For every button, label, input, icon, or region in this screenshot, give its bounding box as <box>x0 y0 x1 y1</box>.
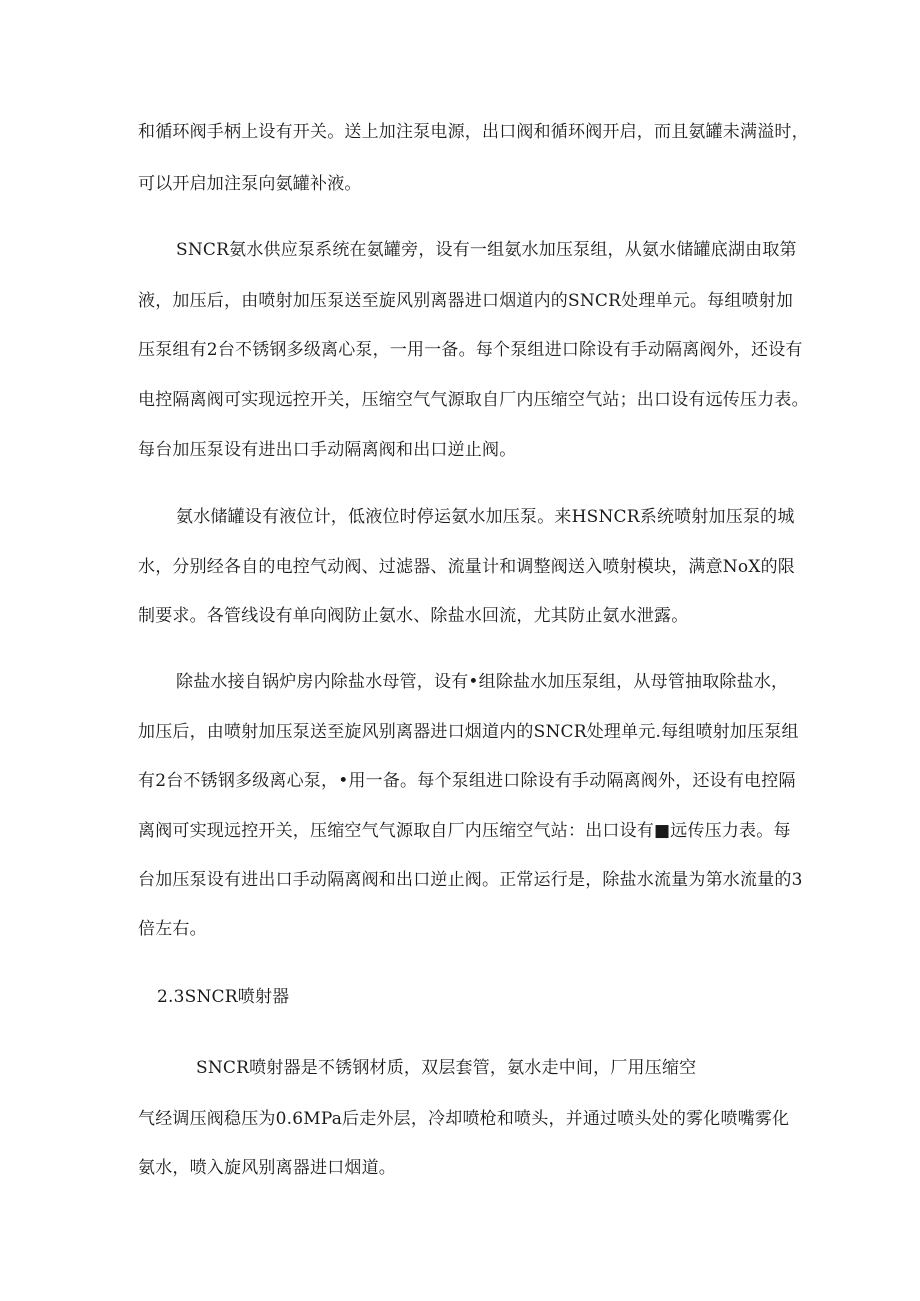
section-paragraph-line-3: 氨水，喷入旋风别离器进口烟道。 <box>138 1158 396 1178</box>
section-paragraph-line-2: 气经调压阀稳压为0.6MPa后走外层，冷却喷枪和喷头，并通过喷头处的雾化喷嘴雾化 <box>138 1109 790 1129</box>
paragraph-3-line-1: 氨水储罐设有液位计，低液位时停运氨水加压泵。来HSNCR系统喷射加压泵的城 <box>176 507 795 527</box>
paragraph-4-line-2: 加压后，由喷射加压泵送至旋风别离器进口烟道内的SNCR处理单元.每组喷射加压泵组 <box>138 722 799 742</box>
section-heading: 2.3SNCR喷射器 <box>157 987 290 1007</box>
paragraph-4-line-5: 台加压泵设有进出口手动隔离阀和出口逆止阀。正常运行是，除盐水流量为第水流量的3 <box>138 870 803 890</box>
paragraph-4-line-3: 有2台不锈钢多级离心泵，•用一备。每个泵组进口除设有手动隔离阀外，还设有电控隔 <box>138 771 796 791</box>
paragraph-2-line-4: 电控隔离阀可实现远控开关，压缩空气气源取自厂内压缩空气站；出口设有远传压力表。 <box>138 390 809 410</box>
paragraph-2-line-1: SNCR氨水供应泵系统在氨罐旁，设有一组氨水加压泵组，从氨水储罐底湖由取第 <box>176 240 797 260</box>
paragraph-2-line-2: 液，加压后，由喷射加压泵送至旋风别离器进口烟道内的SNCR处理单元。每组喷射加 <box>138 291 794 311</box>
paragraph-3-line-3: 制要求。各管线设有单向阀防止氨水、除盐水回流，尤其防止氨水泄露。 <box>138 606 689 626</box>
paragraph-3-line-2: 水，分别经各自的电控气动阀、过滤器、流量计和调整阀送入喷射模块，满意NoX的限 <box>138 557 796 577</box>
paragraph-4-line-4: 离阀可实现远控开关，压缩空气气源取自厂内压缩空气站：出口设有■远传压力表。每 <box>138 821 791 841</box>
paragraph-1-line-1: 和循环阀手柄上设有开关。送上加注泵电源，出口阀和循环阀开启，而且氨罐未满溢时， <box>138 122 809 142</box>
paragraph-2-line-3: 压泵组有2台不锈钢多级离心泵，一用一备。每个泵组进口除设有手动隔离阀外，还设有 <box>138 340 803 360</box>
paragraph-4-line-1: 除盐水接自锅炉房内除盐水母管，设有•组除盐水加压泵组，从母管抽取除盐水， <box>176 672 789 692</box>
paragraph-2-line-5: 每台加压泵设有进出口手动隔离阀和出口逆止阀。 <box>138 440 517 460</box>
paragraph-1-line-2: 可以开启加注泵向氨罐补液。 <box>138 174 362 194</box>
paragraph-4-line-6: 倍左右。 <box>138 919 207 939</box>
section-paragraph-line-1: SNCR喷射器是不锈钢材质，双层套管，氨水走中间，厂用压缩空 <box>196 1058 697 1078</box>
